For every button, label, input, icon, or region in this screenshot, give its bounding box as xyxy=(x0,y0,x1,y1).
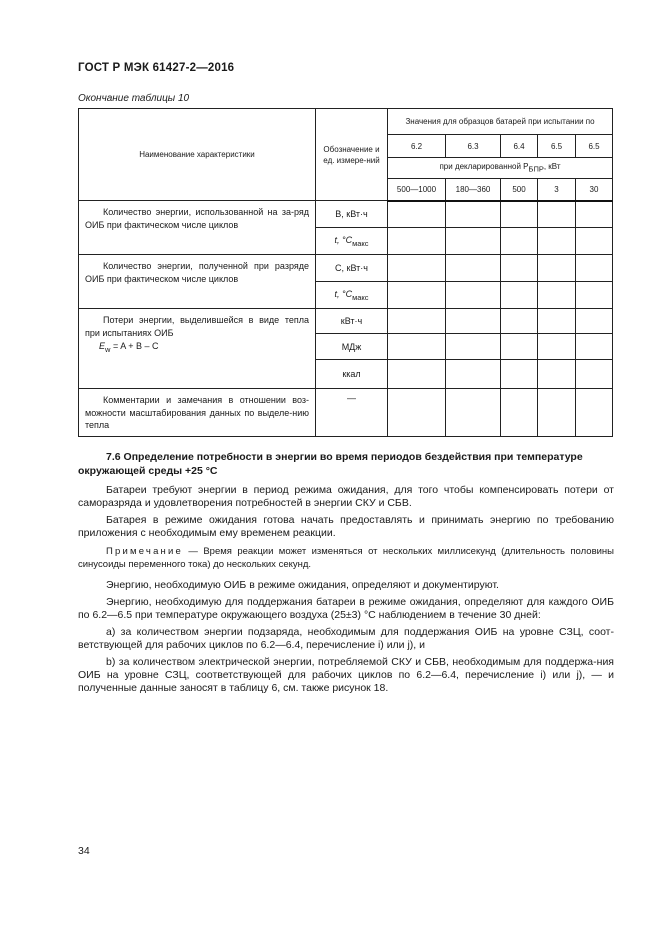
unit-cell: кВт·ч xyxy=(316,309,388,334)
row-name-text: Количество энергии, использованной на за-ряд ОИБ при фактическом числе циклов xyxy=(85,207,309,230)
row-name-text: Количество энергии, полученной при разряде ОИБ при фактическом числе циклов xyxy=(85,261,309,284)
section-heading xyxy=(78,450,614,478)
power-prefix: при декларированной P xyxy=(439,162,529,172)
unit-cell: В, кВт·ч xyxy=(316,201,388,228)
range-cell: 30 xyxy=(576,179,613,201)
section-title: Определение потребности в энергии во время периодов бездействия при температуре окружающей среды +25 °C xyxy=(78,451,583,477)
note-text: — Время реакции может изменяться от нескольких миллисекунд (длительность половины синусоиды переменного тока) до нескольких секунд. xyxy=(78,546,614,570)
unit-cell: С, кВт·ч xyxy=(316,255,388,282)
paragraph: Батарея в режиме ожидания готова начать предоставлять и принимать энергию по требованию приложения с необходимым ему временем реакции. xyxy=(78,513,614,540)
header-unit: Обозначение и ед. измере-ний xyxy=(316,109,388,201)
table-10 xyxy=(78,108,613,437)
unit-cell: МДж xyxy=(316,334,388,360)
page-number: 34 xyxy=(78,845,90,857)
power-suffix: , кВт xyxy=(543,162,561,172)
table-caption: Окончание таблицы 10 xyxy=(78,93,190,104)
range-cell: 3 xyxy=(538,179,576,201)
list-item: a) за количеством энергии подзаряда, необходимым для поддержания ОИБ на уровне СЗЦ, соот-ветствующей для рабочих циклов по 6.2—6.4, перечисление i) или j), и xyxy=(78,625,614,652)
clause-cell: 6.3 xyxy=(446,135,501,158)
unit-temp: t, °C xyxy=(334,288,353,299)
paragraph: Энергию, необходимую ОИБ в режиме ожидания, определяют и документируют. xyxy=(106,579,499,592)
unit-cell: — xyxy=(316,389,388,437)
clause-cell: 6.5 xyxy=(538,135,576,158)
paragraph: Батареи требуют энергии в период режима ожидания, для того чтобы компенсировать потери от саморазряда и удовлетворения потребностей в энергии СКУ и СБВ. xyxy=(78,484,614,510)
row-name-discharge-energy xyxy=(79,255,316,309)
power-sub: БПР xyxy=(528,164,544,174)
header-values: Значения для образцов батарей при испытании по xyxy=(388,109,613,135)
row-name-heat-loss xyxy=(79,309,316,389)
unit-cell: ккал xyxy=(316,360,388,389)
formula-sub: w xyxy=(105,344,111,354)
row-name-text: Потери энергии, выделившейся в виде тепла при испытаниях ОИБ xyxy=(85,315,309,338)
clause-cell: 6.2 xyxy=(388,135,446,158)
unit-temp: t, °C xyxy=(334,234,353,245)
clause-cell: 6.5 xyxy=(576,135,613,158)
unit-sub: макс xyxy=(352,292,369,302)
formula-rest: = A + B – C xyxy=(110,341,159,351)
unit-cell xyxy=(316,228,388,255)
range-cell: 180—360 xyxy=(446,179,501,201)
formula-var: E xyxy=(99,341,106,351)
note-label: Примечание xyxy=(106,546,183,558)
unit-cell xyxy=(316,282,388,309)
unit-sub: макс xyxy=(352,238,369,248)
clause-cell: 6.4 xyxy=(501,135,538,158)
range-cell: 500 xyxy=(501,179,538,201)
row-name-charge-energy xyxy=(79,201,316,255)
header-characteristic: Наименование характеристики xyxy=(79,109,316,201)
row-name-text: Комментарии и замечания в отношении воз-можности масштабирования данных по выделе-нию тепла xyxy=(85,395,309,430)
section-number: 7.6 xyxy=(106,451,121,463)
document-header: ГОСТ Р МЭК 61427-2—2016 xyxy=(78,62,235,74)
paragraph: Энергию, необходимую для поддержания батареи в режиме ожидания, определяют для каждого ОИБ по 6.2—6.5 при температуре окружающего воздуха (25±3) °C наблюдением в течение 30 дней: xyxy=(78,596,614,622)
range-cell: 500—1000 xyxy=(388,179,446,201)
list-item: b) за количеством электрической энергии, потребляемой СКУ и СБВ, необходимым для поддержа-ния ОИБ на уровне СЗЦ, соответствующей для рабочих циклов по 6.2—6.4, перечисление i) или j), — и полученные данные заносят в таблицу 6, см. также рисунок 18. xyxy=(78,655,614,695)
body-text xyxy=(78,484,614,699)
formula xyxy=(85,340,309,356)
note xyxy=(78,546,614,571)
row-name-comments xyxy=(79,389,316,437)
power-header xyxy=(388,158,613,179)
